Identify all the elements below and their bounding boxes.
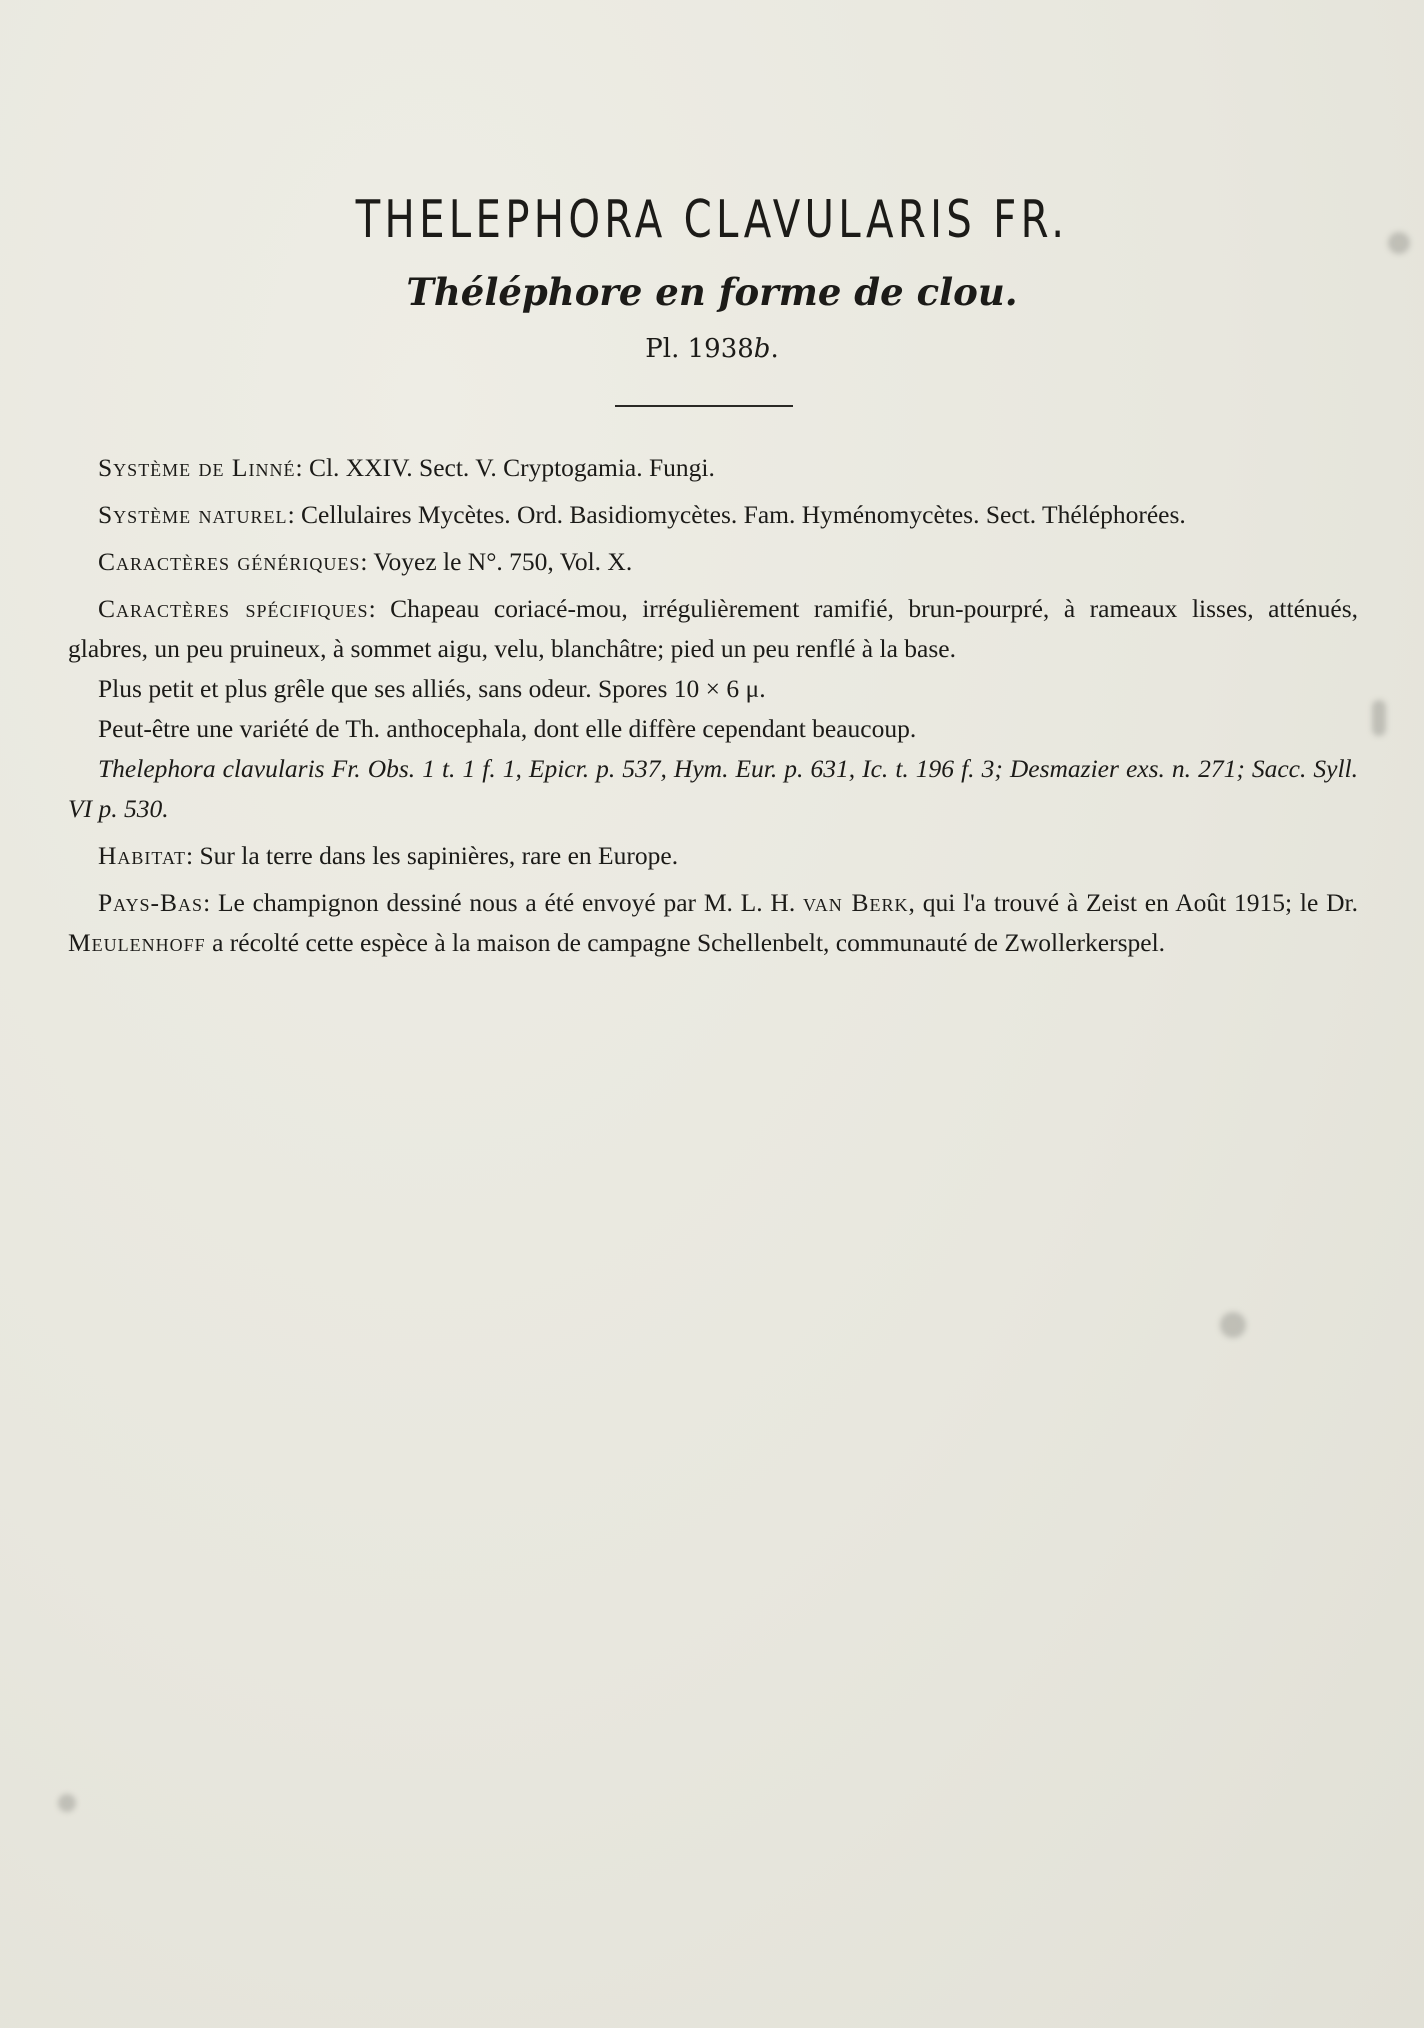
habitat-text: Sur la terre dans les sapinières, rare en Europe. <box>199 841 679 870</box>
habitat-label: Habitat <box>98 841 186 870</box>
paysbas-entry <box>68 883 1358 963</box>
habitat-sep: : <box>185 841 200 870</box>
title-divider <box>615 405 793 407</box>
paysbas-text-a: Le champignon dessiné nous a été envoyé par M. L. H. <box>217 888 804 917</box>
generiques-sep: : <box>360 547 374 576</box>
specifiques-entry <box>68 589 1358 669</box>
generiques-text: Voyez le N°. 750, Vol. X. <box>373 547 633 576</box>
linne-label: Système de Linné <box>98 453 296 482</box>
paper-speck <box>1220 1312 1246 1338</box>
linne-entry <box>68 448 1358 488</box>
plate-end: . <box>770 334 779 364</box>
naturel-entry <box>68 495 1358 535</box>
page-title: THELEPHORA CLAVULARIS FR. <box>355 190 1069 250</box>
naturel-label: Système naturel <box>98 500 288 529</box>
naturel-sep: : <box>287 500 302 529</box>
plate-prefix: Pl. 1938 <box>645 334 754 364</box>
specifiques-label: Caractères spécifiques <box>98 594 369 623</box>
generiques-entry <box>68 542 1358 582</box>
references-line: Thelephora clavularis Fr. Obs. 1 t. 1 f. 1, Epicr. p. 537, Hym. Eur. p. 631, Ic. t. 196 f. 3; Desmazier exs. n. 271; Sacc. Syll. VI p. 530. <box>68 754 1358 823</box>
paper-speck <box>1372 700 1386 736</box>
specifiques-sep: : <box>368 594 391 623</box>
plate-suffix: b <box>753 334 771 364</box>
generiques-label: Caractères génériques <box>98 547 361 576</box>
paper-speck <box>1388 232 1410 254</box>
paysbas-text-c: a récolté cette espèce à la maison de campagne Schellenbelt, communauté de Zwollerkerspel. <box>205 928 1166 957</box>
collector-name-2: Meulenhoff <box>68 928 206 957</box>
spores-line: Plus petit et plus grêle que ses alliés, sans odeur. Spores 10 × 6 μ. <box>98 674 766 703</box>
description-body <box>68 448 1358 970</box>
naturel-text: Cellulaires Mycètes. Ord. Basidiomycètes. Fam. Hyménomycètes. Sect. Théléphorées. <box>301 500 1186 529</box>
paysbas-sep: : <box>203 888 218 917</box>
habitat-entry <box>68 836 1358 876</box>
page-subtitle: Théléphore en forme de clou. <box>406 270 1018 314</box>
variete-line: Peut-être une variété de Th. anthocephala, dont elle diffère cependant beaucoup. <box>98 714 917 743</box>
linne-text: Cl. XXIV. Sect. V. Cryptogamia. Fungi. <box>308 453 715 482</box>
paper-speck <box>58 1794 76 1812</box>
paysbas-text-b: , qui l'a trouvé à Zeist en Août 1915; le Dr. <box>908 888 1359 917</box>
collector-name: van Berk <box>803 888 909 917</box>
paysbas-label: Pays-Bas <box>98 888 204 917</box>
linne-sep: : <box>295 453 309 482</box>
plate-number <box>0 334 1424 364</box>
specifiques-text: Chapeau coriacé-mou, irrégulièrement ramifié, brun-pourpré, à rameaux lisses, atténués, glabres, un peu pruineux, à sommet aigu, velu, blanchâtre; pied un peu renflé à la base. <box>68 594 1359 663</box>
